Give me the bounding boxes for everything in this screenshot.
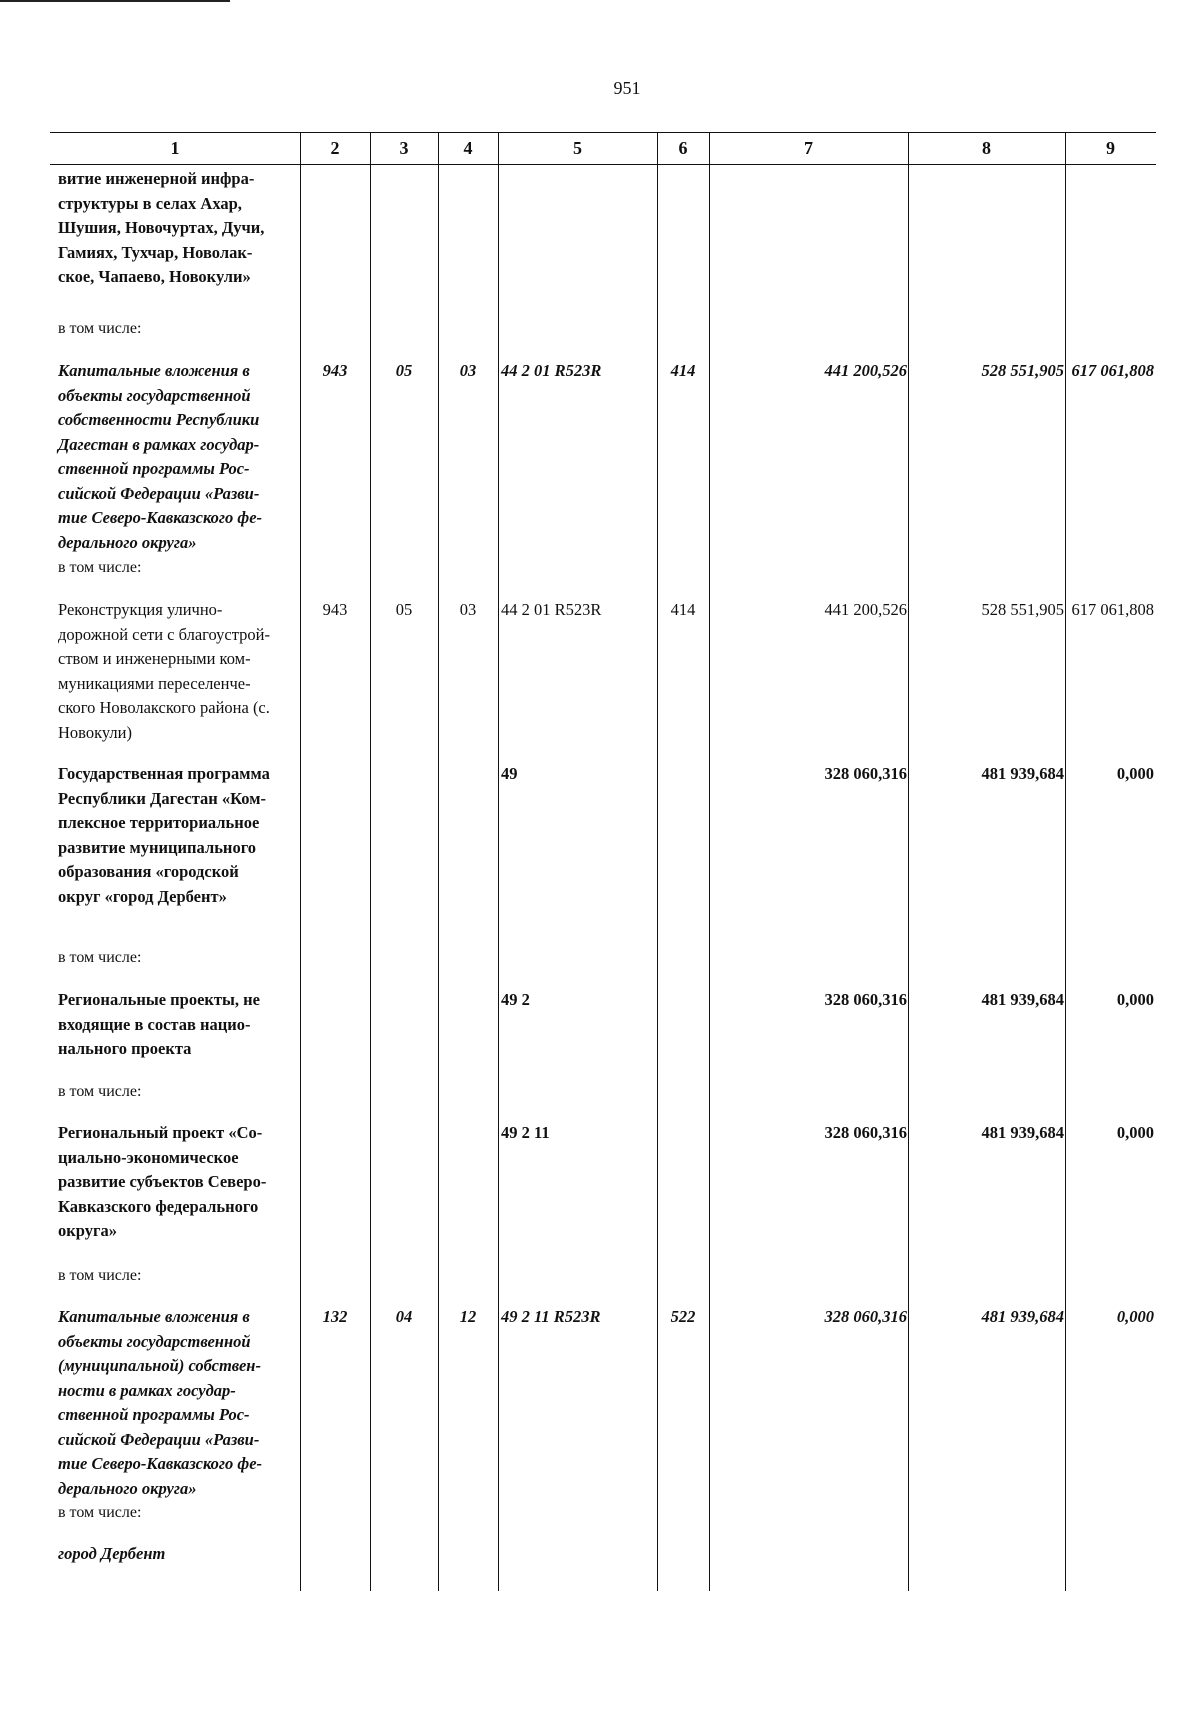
cell-col-9: 0,000 [1116,764,1154,783]
cell-col-3: 04 [395,1307,413,1326]
table-row-label: Капитальные вложения в объекты государственной (муниципальной) собствен- ности в рамках государ- ственной программы Рос- сийской Федерации «Разви- тие Северо-Кавказского фе- дерального округа» [58,1307,263,1498]
col-separator [438,132,439,1591]
cell-col-6: 522 [670,1307,696,1326]
cell-col-4: 03 [459,361,477,380]
cell-col-5: 49 2 [501,990,530,1009]
cell-col-5: 49 [501,764,518,783]
header-col-9: 9 [1106,138,1115,158]
table-row-label: Региональный проект «Со- циально-экономическое развитие субъектов Северо- Кавказского федерального округа» [58,1123,267,1240]
subtitle-in-total: в том числе: [58,1083,142,1100]
cell-col-7: 441 200,526 [824,361,907,380]
subtitle-in-total: в том числе: [58,559,142,576]
col-separator [709,132,710,1591]
table-row-label: Региональные проекты, не входящие в состав нацио- нального проекта [58,990,260,1058]
header-col-4: 4 [463,138,473,158]
scan-top-rule [0,0,230,2]
header-col-3: 3 [399,138,409,158]
table-row-label: Реконструкция улично- дорожной сети с благоустрой- ством и инженерными ком- муникациями переселенче- ского Новолакского района (с. Новокули) [58,600,270,742]
col-separator [370,132,371,1591]
cell-col-9: 0,000 [1116,1123,1154,1142]
cell-col-8: 481 939,684 [981,764,1064,783]
header-col-2: 2 [330,138,340,158]
header-col-8: 8 [982,138,991,158]
table-row-label: Государственная программа Республики Дагестан «Ком- плексное территориальное развитие муниципального образования «городской округ «город Дербент» [58,764,270,906]
cell-col-3: 05 [395,600,413,619]
subtitle-in-total: в том числе: [58,320,142,337]
cell-col-9: 617 061,808 [1071,600,1154,619]
cell-col-8: 528 551,905 [981,361,1064,380]
cell-col-5: 44 2 01 R523R [501,600,602,619]
cell-col-4: 03 [459,600,477,619]
header-col-5: 5 [573,138,582,158]
cell-col-5: 44 2 01 R523R [501,361,602,380]
cell-col-8: 481 939,684 [981,990,1064,1009]
cell-col-4: 12 [459,1307,477,1326]
cell-col-6: 414 [670,600,696,619]
header-col-1: 1 [170,138,180,158]
cell-col-8: 481 939,684 [981,1307,1064,1326]
cell-col-2: 132 [322,1307,348,1326]
cell-col-8: 528 551,905 [981,600,1064,619]
cell-col-2: 943 [322,600,348,619]
cell-col-7: 328 060,316 [824,1307,907,1326]
budget-table [50,132,1156,1591]
col-separator [1065,132,1066,1591]
cell-col-3: 05 [395,361,413,380]
cell-col-7: 328 060,316 [824,990,907,1009]
page-number: 951 [613,78,641,98]
subtitle-in-total: в том числе: [58,949,142,966]
col-separator [657,132,658,1591]
cell-col-9: 617 061,808 [1071,361,1154,380]
cell-col-7: 328 060,316 [824,764,907,783]
cell-col-2: 943 [322,361,348,380]
cell-col-9: 0,000 [1116,1307,1154,1326]
header-col-6: 6 [678,138,688,158]
table-row-label: Капитальные вложения в объекты государственной собственности Республики Дагестан в рамках государ- ственной программы Рос- сийской Федерации «Разви- тие Северо-Кавказского фе- дерального округа» [58,361,263,552]
cell-col-6: 414 [670,361,696,380]
table-row-label: город Дербент [58,1544,166,1563]
col-separator [498,132,499,1591]
header-bottom-border [50,164,1156,165]
cell-col-7: 441 200,526 [824,600,907,619]
cell-col-5: 49 2 11 [501,1123,550,1142]
header-col-7: 7 [804,138,813,158]
cell-col-9: 0,000 [1116,990,1154,1009]
subtitle-in-total: в том числе: [58,1267,142,1284]
subtitle-in-total: в том числе: [58,1504,142,1521]
cell-col-7: 328 060,316 [824,1123,907,1142]
table-row-label: витие инженерной инфра- структуры в селах Ахар, Шушия, Новочуртах, Дучи, Гамиях, Тухчар, Новолак- ское, Чапаево, Новокули» [58,169,265,286]
cell-col-8: 481 939,684 [981,1123,1064,1142]
cell-col-5: 49 2 11 R523R [501,1307,601,1326]
col-separator [908,132,909,1591]
